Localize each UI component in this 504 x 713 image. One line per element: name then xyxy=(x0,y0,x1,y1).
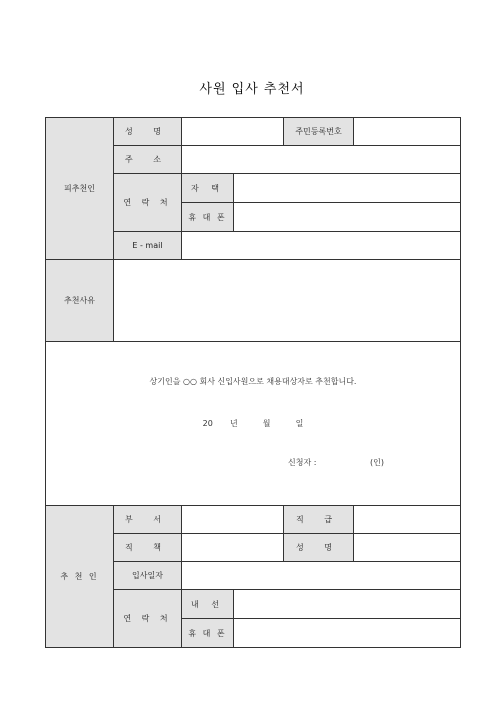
recommendee-ssn-field[interactable] xyxy=(354,118,461,146)
recommendee-ssn-label: 주민등록번호 xyxy=(284,118,354,146)
recommender-mobile-label: 휴 대 폰 xyxy=(182,619,234,648)
recommendee-home-label: 자 택 xyxy=(182,174,234,203)
recommendee-address-label: 주 소 xyxy=(114,146,182,174)
recommendee-email-label: E - mail xyxy=(114,232,182,260)
statement-text: 상기인을 ○○ 회사 신입사원으로 채용대상자로 추천합니다. xyxy=(149,377,357,386)
recommendee-email-field[interactable] xyxy=(182,232,461,260)
date-month-unit: 월 xyxy=(262,419,271,428)
applicant-label: 신청자 : xyxy=(288,458,317,467)
recommender-ext-field[interactable] xyxy=(234,590,461,619)
recommendee-contact-label: 연 락 처 xyxy=(114,174,182,232)
recommender-name-field[interactable] xyxy=(354,534,461,562)
reason-field[interactable] xyxy=(114,260,461,342)
date-year: 20 xyxy=(202,419,213,428)
recommender-position-field[interactable] xyxy=(182,534,284,562)
recommendee-mobile-field[interactable] xyxy=(234,203,461,232)
statement-area xyxy=(46,342,461,506)
page-title: 사원 입사 추천서 xyxy=(199,82,305,97)
recommendee-section-label: 피추천인 xyxy=(46,118,114,260)
recommendee-name-field[interactable] xyxy=(182,118,284,146)
statement-date xyxy=(46,418,460,429)
recommender-section-label: 추 천 인 xyxy=(46,506,114,648)
recommendee-address-field[interactable] xyxy=(182,146,461,174)
recommender-grade-field[interactable] xyxy=(354,506,461,534)
recommender-grade-label: 직 급 xyxy=(284,506,354,534)
recommendation-form xyxy=(45,117,461,648)
recommendee-home-field[interactable] xyxy=(234,174,461,203)
recommender-contact-label: 연 락 처 xyxy=(114,590,182,648)
recommender-join-date-field[interactable] xyxy=(182,562,461,590)
seal-mark: (인) xyxy=(370,458,384,467)
reason-label: 추천사유 xyxy=(46,260,114,342)
recommender-ext-label: 내 선 xyxy=(182,590,234,619)
recommender-dept-label: 부 서 xyxy=(114,506,182,534)
recommender-dept-field[interactable] xyxy=(182,506,284,534)
recommender-name-label: 성 명 xyxy=(284,534,354,562)
recommender-position-label: 직 책 xyxy=(114,534,182,562)
date-day-unit: 일 xyxy=(295,419,304,428)
recommendee-name-label: 성 명 xyxy=(114,118,182,146)
recommendee-mobile-label: 휴 대 폰 xyxy=(182,203,234,232)
recommender-mobile-field[interactable] xyxy=(234,619,461,648)
recommender-join-date-label: 입사일자 xyxy=(114,562,182,590)
date-year-unit: 년 xyxy=(229,419,238,428)
